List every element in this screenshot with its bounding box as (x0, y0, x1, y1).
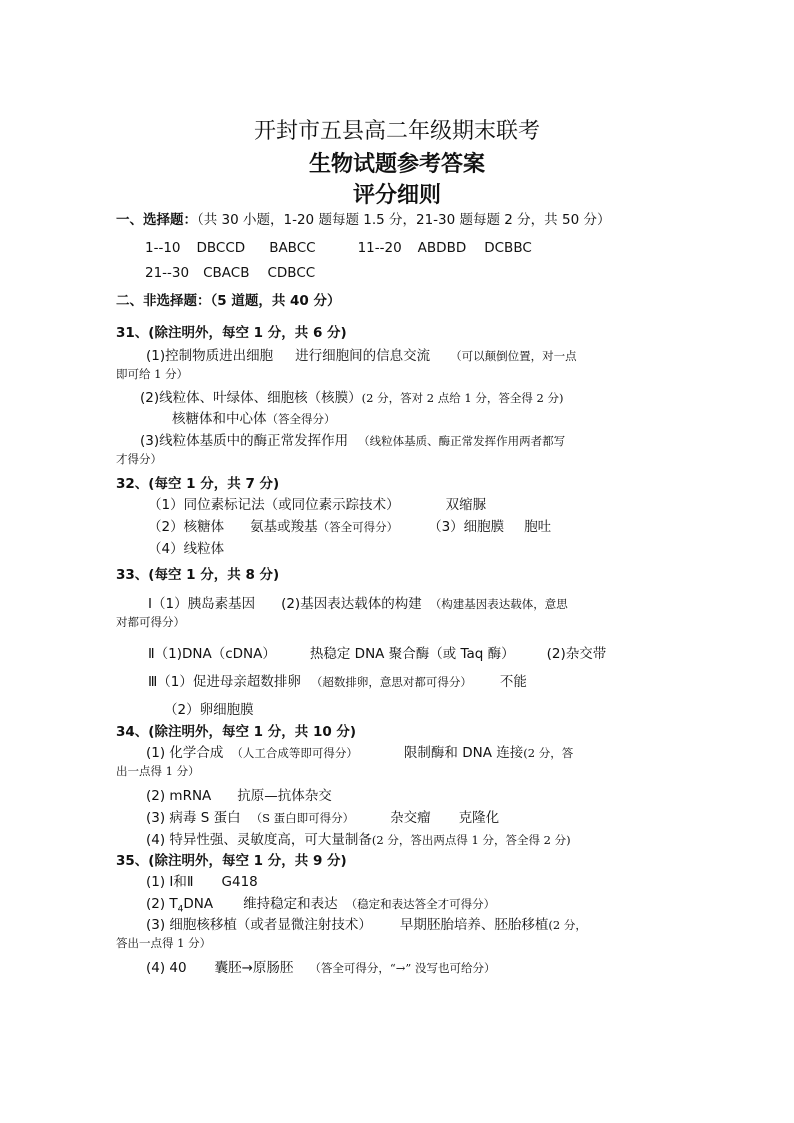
q35-answer4 (146, 956, 794, 976)
answer-text: (1) 化学合成 (146, 745, 224, 761)
answer-text: (4) 40 (146, 960, 187, 976)
q33-heading: 33、(每空 1 分，共 8 分) (116, 567, 280, 583)
grading-note: （答全可得分） (317, 520, 399, 534)
answer-text: 氨基或羧基 (250, 519, 318, 535)
mc-answer-group: DCBBC (484, 240, 532, 256)
grading-note: （答全得分） (266, 412, 336, 426)
q34-answer1 (146, 741, 794, 761)
mc-range: 21--30 (145, 265, 190, 281)
answer-text: 双缩脲 (445, 497, 487, 513)
grading-note: （构建基因表达载体，意思 (429, 597, 568, 611)
q34-answer2 (146, 784, 794, 804)
answer-text: G418 (221, 874, 258, 890)
mc-answer-group: CDBCC (267, 265, 316, 281)
answer-text: （3）细胞膜 (428, 519, 505, 535)
answer-text: 杂交瘤 (390, 810, 431, 826)
answer-text: 核糖体和中心体 (172, 411, 267, 427)
q35-answer3 (146, 913, 794, 933)
grading-note: （超数排卵，意思对都可得分） (310, 675, 472, 689)
section2-heading: 二、非选择题：（5 道题，共 40 分） (116, 293, 341, 309)
mc-answer-group: ABDBD (417, 240, 467, 256)
exam-title: 开封市五县高二年级期末联考 (253, 119, 540, 144)
q32-answer1 (148, 493, 794, 513)
q32-answer2 (148, 515, 794, 535)
q35-answer1 (146, 870, 794, 890)
answer-text: (2)基因表达载体的构建 (281, 596, 422, 612)
grading-note: (2 分，答出两点得 1 分，答全得 2 分) (371, 833, 571, 847)
answer-text: 限制酶和 DNA 连接 (403, 745, 524, 761)
answer-title: 生物试题参考答案 (308, 151, 485, 177)
q31-note-continued: 才得分） (116, 452, 162, 466)
grading-title: 评分细则 (352, 182, 441, 208)
mc-answer-group: BABCC (269, 240, 316, 256)
answer-text: Ⅲ（1）促进母亲超数排卵 (148, 674, 301, 690)
answer-text: 克隆化 (458, 810, 500, 826)
grading-note: （答全可得分，“→” 没写也可给分） (309, 961, 496, 975)
answer-text: (3) 病毒 S 蛋白 (146, 810, 241, 826)
grading-note: （人工合成等即可得分） (231, 746, 358, 760)
grading-note: （S 蛋白即可得分） (250, 811, 355, 825)
answer-text: (2)线粒体、叶绿体、细胞核（核膜） (140, 390, 362, 406)
q34-answer4 (146, 828, 794, 848)
q34-answer3 (146, 806, 794, 826)
q33-answer2 (148, 642, 794, 662)
answer-text: （1）同位素标记法（或同位素示踪技术） (148, 497, 400, 513)
answer-text: 囊胚→原肠胚 (214, 960, 294, 976)
answer-text: (2) mRNA (146, 788, 212, 804)
q34-note-continued: 出一点得 1 分） (116, 764, 200, 778)
q32-answer4: （4）线粒体 (148, 541, 225, 557)
answer-text: (2) T (146, 896, 178, 912)
answer-text: 早期胚胎培养、胚胎移植 (399, 917, 549, 933)
q32-heading: 32、(每空 1 分，共 7 分) (116, 476, 280, 492)
mc-range: 1--10 (145, 240, 181, 256)
grading-note: （线粒体基质、酶正常发挥作用两者都写 (358, 434, 566, 448)
answer-text: (1)控制物质进出细胞 (146, 348, 274, 364)
answer-text: 抗原—抗体杂交 (237, 788, 332, 804)
q33-answer3 (148, 670, 794, 690)
q35-heading: 35、(除注明外，每空 1 分，共 9 分) (116, 853, 347, 869)
mc-range: 11--20 (357, 240, 402, 256)
section1-heading: 一、选择题： (116, 212, 197, 228)
mc-answer-group: DBCCD (196, 240, 246, 256)
q31-answer3 (140, 429, 794, 449)
answer-text: Ⅰ（1）胰岛素基因 (148, 596, 256, 612)
subscript: 4 (177, 904, 184, 915)
section1-header (116, 208, 794, 228)
grading-note: (2 分，答 (523, 746, 574, 760)
section1-rule: （共 30 小题，1-20 题每题 1.5 分，21-30 题每题 2 分，共 50 分） (197, 212, 611, 228)
answer-text: 维持稳定和表达 (243, 896, 338, 912)
answer-text: Ⅱ（1)DNA（cDNA） (148, 646, 276, 662)
q31-answer1 (146, 344, 794, 364)
q34-heading: 34、(除注明外，每空 1 分，共 10 分) (116, 724, 357, 740)
grading-note: (2 分， (548, 918, 587, 932)
answer-text: DNA (183, 896, 214, 912)
answer-text: （2）核糖体 (148, 519, 225, 535)
mc-answer-group: CBACB (203, 265, 250, 281)
answer-text: (2)杂交带 (546, 646, 607, 662)
answer-text: (1) Ⅰ和Ⅱ (146, 874, 194, 890)
answer-text: 胞吐 (524, 519, 552, 535)
q31-heading: 31、(除注明外，每空 1 分，共 6 分) (116, 325, 347, 341)
answer-text: 进行细胞间的信息交流 (295, 348, 431, 364)
q33-note-continued: 对都可得分） (116, 615, 185, 629)
grading-note: (2 分，答对 2 点给 1 分，答全得 2 分) (361, 391, 564, 405)
q33-answer1 (148, 592, 794, 612)
grading-note: （稳定和表达答全才可得分） (345, 897, 496, 911)
q33-answer4: （2）卵细胞膜 (164, 702, 254, 718)
answer-text: (3) 细胞核移植（或者显微注射技术） (146, 917, 372, 933)
answer-text: (3)线粒体基质中的酶正常发挥作用 (140, 433, 349, 449)
mc-answers-row2 (145, 265, 794, 281)
grading-note: （可以颠倒位置，对一点 (450, 349, 577, 363)
q35-note-continued: 答出一点得 1 分） (116, 936, 212, 950)
answer-text: 热稳定 DNA 聚合酶（或 Taq 酶） (309, 646, 515, 662)
mc-answers-row1 (145, 240, 794, 256)
q35-answer2 (146, 892, 794, 915)
answer-text: 不能 (499, 674, 527, 690)
q31-answer2 (140, 386, 794, 406)
answer-text: (4) 特异性强、灵敏度高，可大量制备 (146, 832, 372, 848)
q31-answer2b (172, 407, 794, 427)
q31-note-continued: 即可给 1 分） (116, 367, 189, 381)
